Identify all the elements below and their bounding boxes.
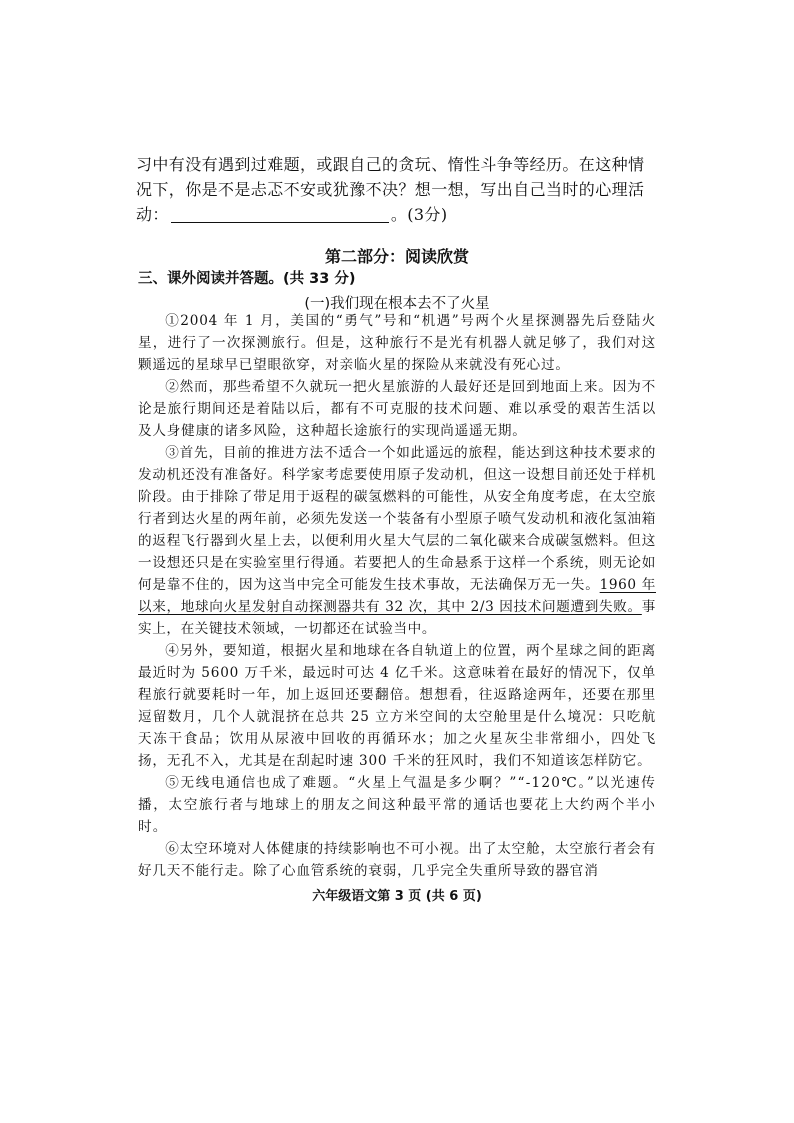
question-score: 。(3分) — [390, 205, 448, 224]
previous-question-tail — [136, 152, 656, 227]
paragraph-6: ⑥太空环境对人体健康的持续影响也不可小视。出了太空舱，太空旅行者会有好几天不能行走。除了心血管系统的衰弱，几乎完全失重所导致的器官消 — [138, 841, 656, 879]
paragraph-5: ⑤无线电通信也成了难题。“火星上气温是多少啊？”“-120℃。”以光速传播，太空旅行者与地球上的朋友之间这种最平常的通话也要花上大约两个半小时。 — [138, 775, 656, 835]
paragraph-4: ④另外，要知道，根据火星和地球在各自轨道上的位置，两个星球之间的距离最近时为 5600 万千米，最远时可达 4 亿千米。这意味着在最好的情况下，仅单程旅行就要耗时一年，加上返回还要翻倍。想想看，往返路途两年，还要在那里逗留数月，几个人就混挤在总共 25 立方米空间的太空舱里是什么境况：只吃航天冻干食品；饮用从尿液中回收的再循环水；加之火星灰尘非常细小，四处飞扬，无孔不入，尤其是在刮起时速 300 千米的狂风时，我们不知道该怎样防它。 — [138, 643, 656, 769]
paragraph-1: ①2004 年 1 月，美国的“勇气”号和“机遇”号两个火星探测器先后登陆火星，进行了一次探测旅行。但是，这种旅行不是光有机器人就足够了，我们对这颗遥远的星球早已望眼欲穿，对亲临火星的探险从来就没有死心过。 — [138, 313, 656, 373]
paragraph-3-text: ③首先，目前的推进方法不适合一个如此遥远的旅程，能达到这种技术要求的发动机还没有准备好。科学家考虑要使用原子发动机，但这一设想目前还处于样机阶段。由于排除了带足用于返程的碳氢燃料的可能性，从安全角度考虑，在太空旅行者到达火星的两年前，必须先发送一个装备有小型原子喷气发动机和液化氢油箱的返程飞行器到火星上去，以便利用火星大气层的二氧化碳来合成碳氢燃料。但这一设想还只是在实验室里行得通。若要把人的生命悬系于这样一个系统，则无论如何是靠不住的，因为这当中完全可能发生技术事故，无法确保万无一失。 — [138, 445, 656, 593]
page-footer: 六年级语文第 3 页 (共 6 页) — [312, 889, 482, 904]
paragraph-2: ②然而，那些希望不久就玩一把火星旅游的人最好还是回到地面上来。因为不论是旅行期间还是着陆以后，都有不可克服的技术问题、难以承受的艰苦生活以及人身健康的诸多风险，这种超长途旅行的实现尚遥遥无期。 — [138, 379, 656, 439]
article-body — [138, 310, 656, 882]
paragraph-3 — [138, 442, 656, 640]
part-title: 第二部分：阅读欣赏 — [324, 247, 469, 266]
section-title: 三、课外阅读并答题。(共 33 分) — [138, 271, 356, 287]
question-text — [136, 152, 656, 227]
answer-blank[interactable] — [171, 206, 389, 223]
question-prompt: 习中有没有遇到过难题，或跟自己的贪玩、惰性斗争等经历。在这种情况下，你是不是忐忑不安或犹豫不决？想一想，写出自己当时的心理活动： — [136, 155, 645, 224]
paragraph-3-tail: 事实上，在关键技术领域，一切都还在试验当中。 — [138, 599, 656, 637]
article-title: (一)我们现在根本去不了火星 — [304, 296, 490, 312]
underlined-sentence: 1960 年以来，地球向火星发射自动探测器共有 32 次，其中 2/3 因技术问题遭到失败。 — [138, 577, 656, 615]
